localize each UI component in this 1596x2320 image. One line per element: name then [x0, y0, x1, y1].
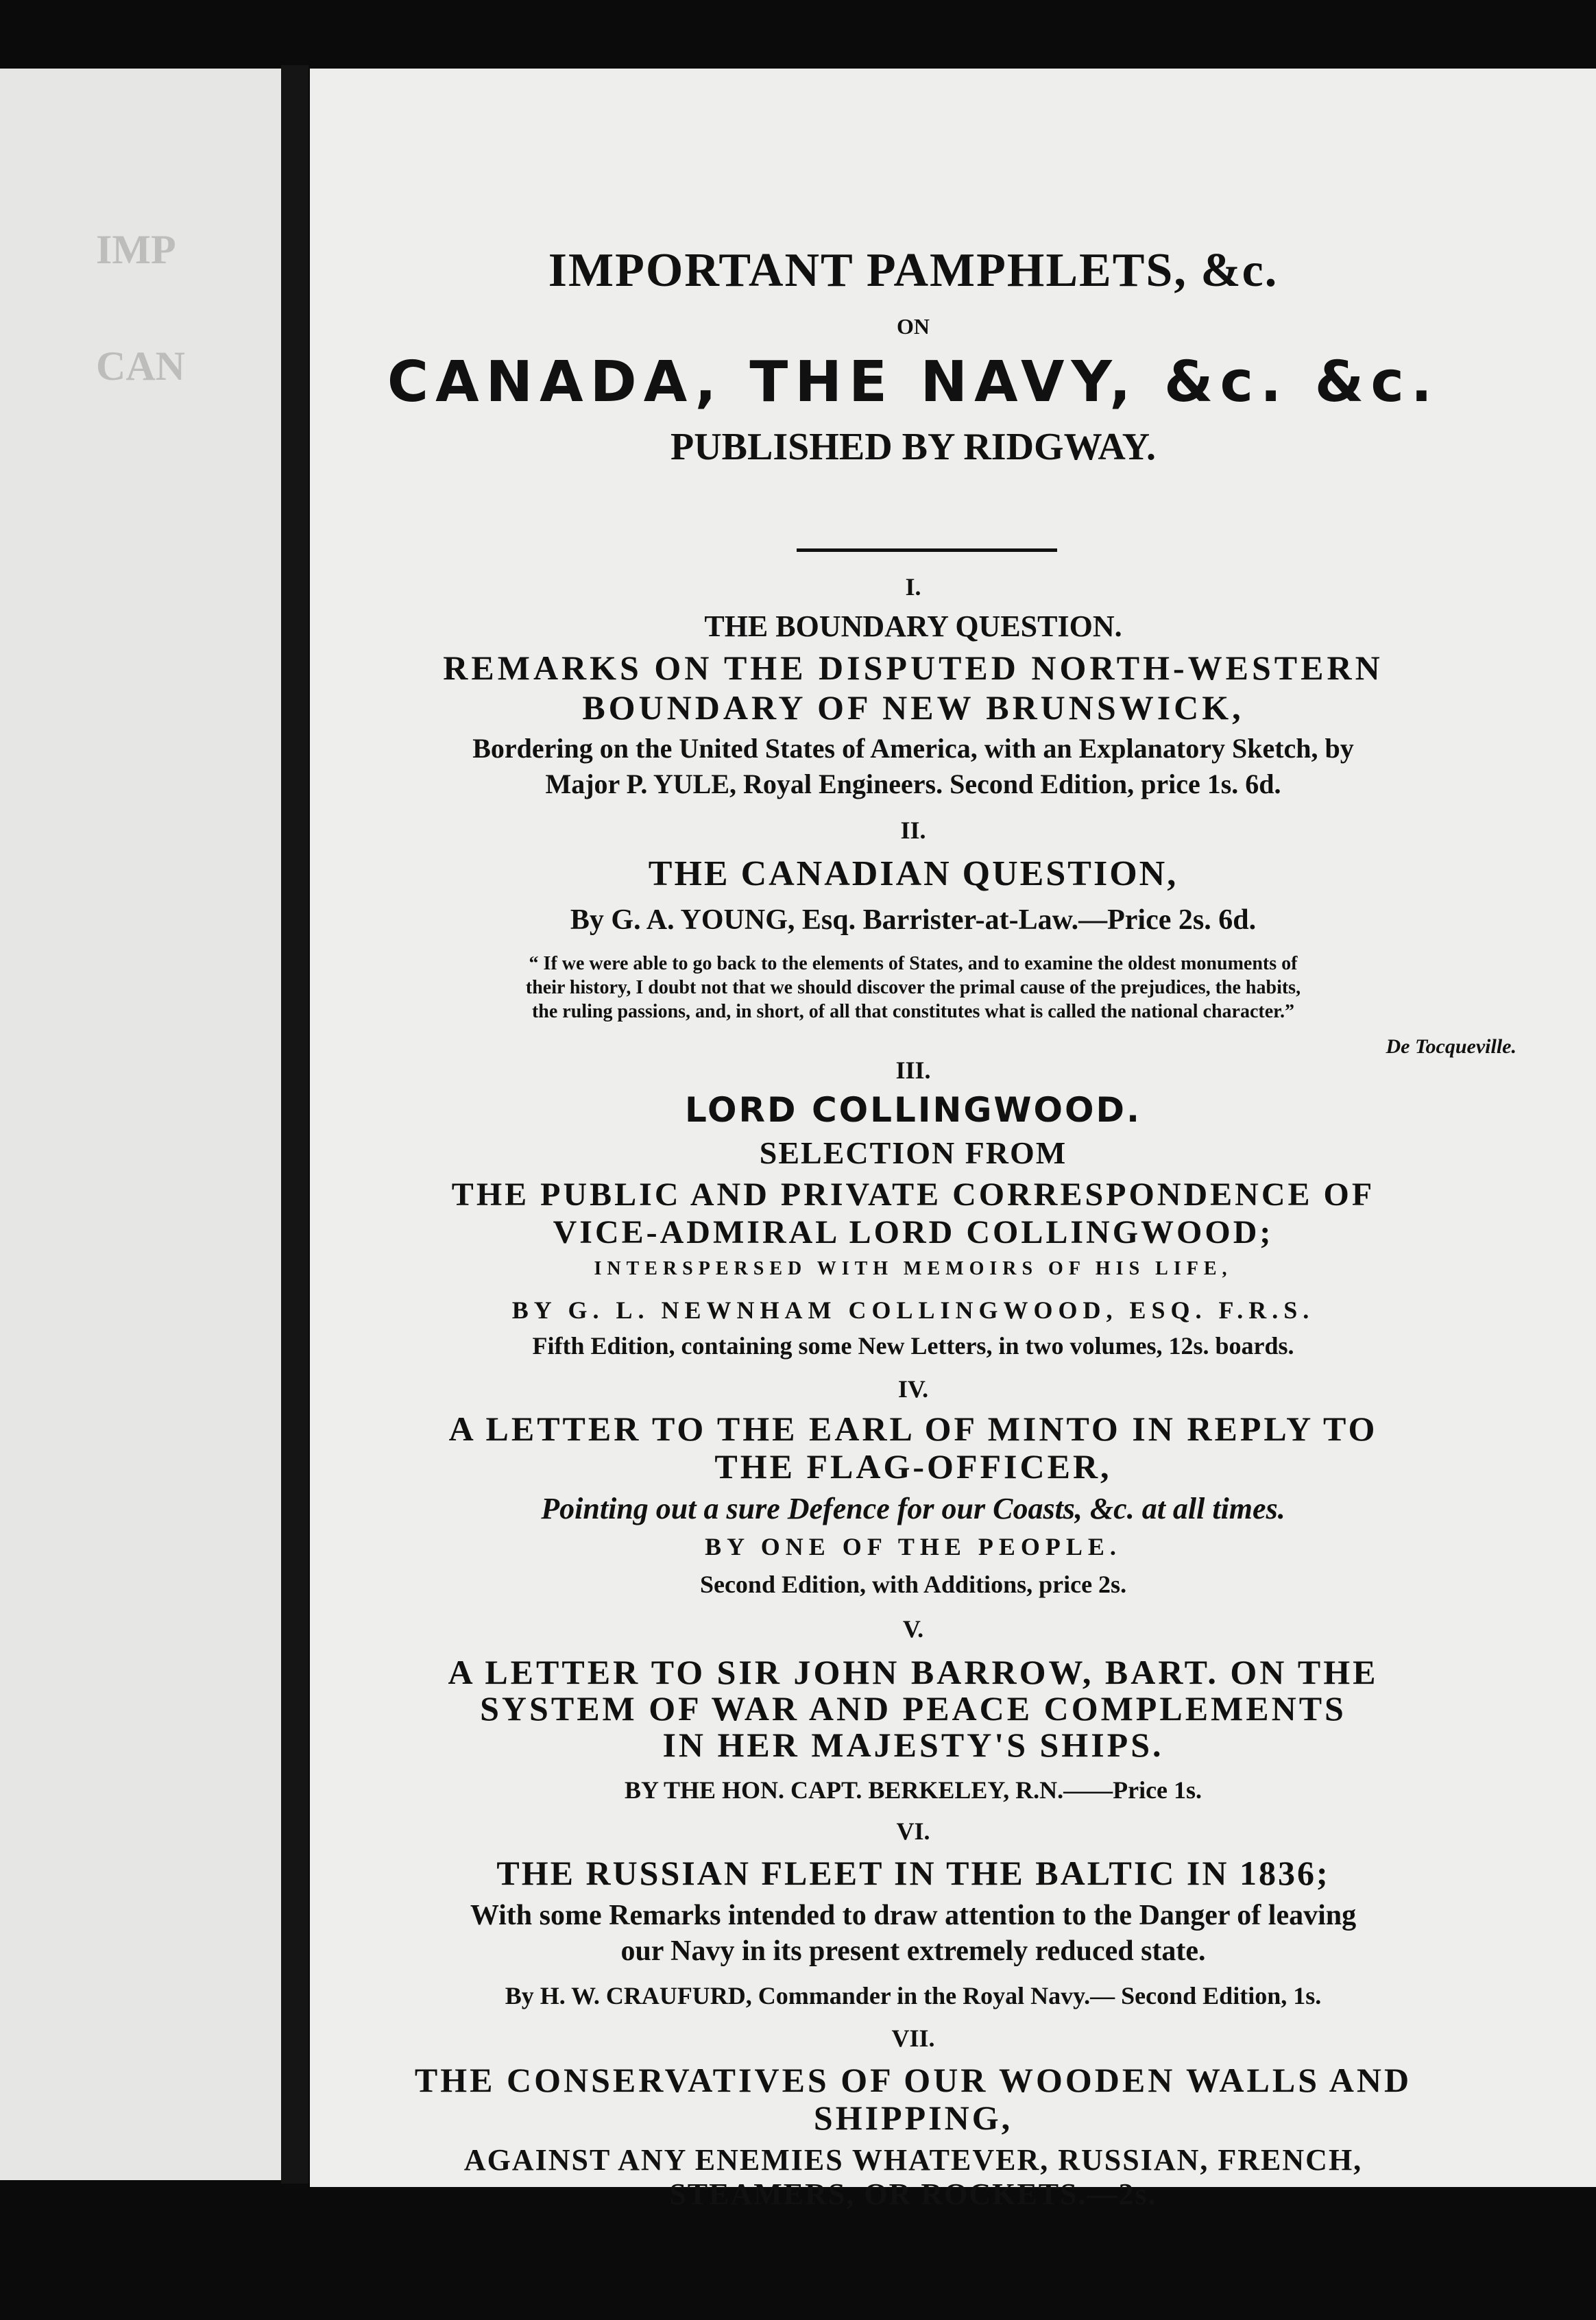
section-title-3b: VICE-ADMIRAL LORD COLLINGWOOD; — [553, 1214, 1274, 1250]
section-desc-7a: AGAINST ANY ENEMIES WHATEVER, RUSSIAN, FRENCH, — [463, 2143, 1363, 2177]
section-title-1b: BOUNDARY OF NEW BRUNSWICK, — [582, 688, 1244, 727]
book-gutter — [281, 65, 309, 2184]
section-byline-3: BY G. L. NEWNHAM COLLINGWOOD, ESQ. F.R.S. — [511, 1296, 1315, 1324]
section-numeral-5: V. — [902, 1615, 924, 1643]
section-numeral-7: VII. — [891, 2025, 935, 2052]
section-edition-4: Second Edition, with Additions, price 2s. — [699, 1571, 1127, 1598]
section-title-1a: REMARKS ON THE DISPUTED NORTH-WESTERN — [443, 649, 1383, 687]
section-desc-1a: Bordering on the United States of America, with an Explanatory Sketch, by — [472, 733, 1354, 764]
page-content — [310, 69, 1516, 2211]
section-title-5c: IN HER MAJESTY'S SHIPS. — [662, 1726, 1164, 1764]
section-edition-3: Fifth Edition, containing some New Letters, in two volumes, 12s. boards. — [532, 1332, 1294, 1360]
section-interspersed-3: INTERSPERSED WITH MEMOIRS OF HIS LIFE, — [594, 1258, 1233, 1279]
on-label: ON — [897, 314, 930, 339]
section-byline-6: By H. W. CRAUFURD, Commander in the Royal Navy.— Second Edition, 1s. — [505, 1982, 1322, 2009]
facing-page-edge — [0, 69, 281, 2180]
section-title-2: THE CANADIAN QUESTION, — [648, 854, 1178, 893]
section-numeral-6: VI. — [896, 1817, 930, 1845]
subject-title: CANADA, THE NAVY, &c. &c. — [387, 350, 1440, 415]
header-rule — [797, 548, 1057, 552]
section-numeral-3: III. — [895, 1056, 931, 1084]
section-title-6: THE RUSSIAN FLEET IN THE BALTIC IN 1836; — [496, 1854, 1330, 1892]
section-title-7b: SHIPPING, — [813, 2099, 1013, 2137]
section-subheading-3: SELECTION FROM — [759, 1135, 1067, 1170]
section-numeral-4: IV. — [897, 1375, 929, 1403]
section-desc-6b: our Navy in its present extremely reduced state. — [620, 1935, 1206, 1967]
quote-attribution: De Tocqueville. — [1386, 1035, 1516, 1058]
advertisement-page — [310, 69, 1596, 2211]
section-title-7a: THE CONSERVATIVES OF OUR WOODEN WALLS AND — [414, 2061, 1412, 2099]
quote-line-3: the ruling passions, and, in short, of all that constitutes what is called the national character.” — [531, 1001, 1295, 1022]
section-title-4a: A LETTER TO THE EARL OF MINTO IN REPLY TO — [448, 1410, 1378, 1448]
section-heading-1: THE BOUNDARY QUESTION. — [704, 609, 1122, 643]
quote-line-1: “ If we were able to go back to the elements of States, and to examine the oldest monuments of — [529, 953, 1298, 974]
section-title-5b: SYSTEM OF WAR AND PEACE COMPLEMENTS — [480, 1689, 1346, 1728]
section-title-3a: THE PUBLIC AND PRIVATE CORRESPONDENCE OF — [451, 1176, 1375, 1213]
section-heading-3: LORD COLLINGWOOD. — [684, 1090, 1142, 1130]
quote-line-2: their history, I doubt not that we should discover the primal cause of the prejudices, the habits, — [525, 977, 1301, 998]
section-byline-4: BY ONE OF THE PEOPLE. — [705, 1533, 1122, 1560]
bleed-text-1: IMP — [96, 227, 176, 272]
publisher-line: PUBLISHED BY RIDGWAY. — [670, 426, 1156, 468]
section-desc-7b: STEAMERS, OR ROCKETS.—2s. — [669, 2177, 1157, 2211]
bleed-text-2: CAN — [96, 343, 185, 389]
section-byline-2: By G. A. YOUNG, Esq. Barrister-at-Law.—Price 2s. 6d. — [570, 904, 1257, 936]
section-title-4b: THE FLAG-OFFICER, — [714, 1447, 1112, 1486]
section-desc-1b: Major P. YULE, Royal Engineers. Second Edition, price 1s. 6d. — [545, 769, 1281, 799]
section-numeral-2: II. — [900, 817, 926, 844]
page-title: IMPORTANT PAMPHLETS, &c. — [548, 244, 1279, 297]
section-title-5a: A LETTER TO SIR JOHN BARROW, BART. ON THE — [448, 1653, 1379, 1691]
section-desc-6a: With some Remarks intended to draw attention to the Danger of leaving — [470, 1900, 1357, 1931]
section-subtitle-4: Pointing out a sure Defence for our Coasts, &c. at all times. — [541, 1492, 1285, 1525]
section-byline-5: BY THE HON. CAPT. BERKELEY, R.N.——Price 1s. — [624, 1776, 1202, 1804]
section-numeral-1: I. — [905, 573, 921, 601]
